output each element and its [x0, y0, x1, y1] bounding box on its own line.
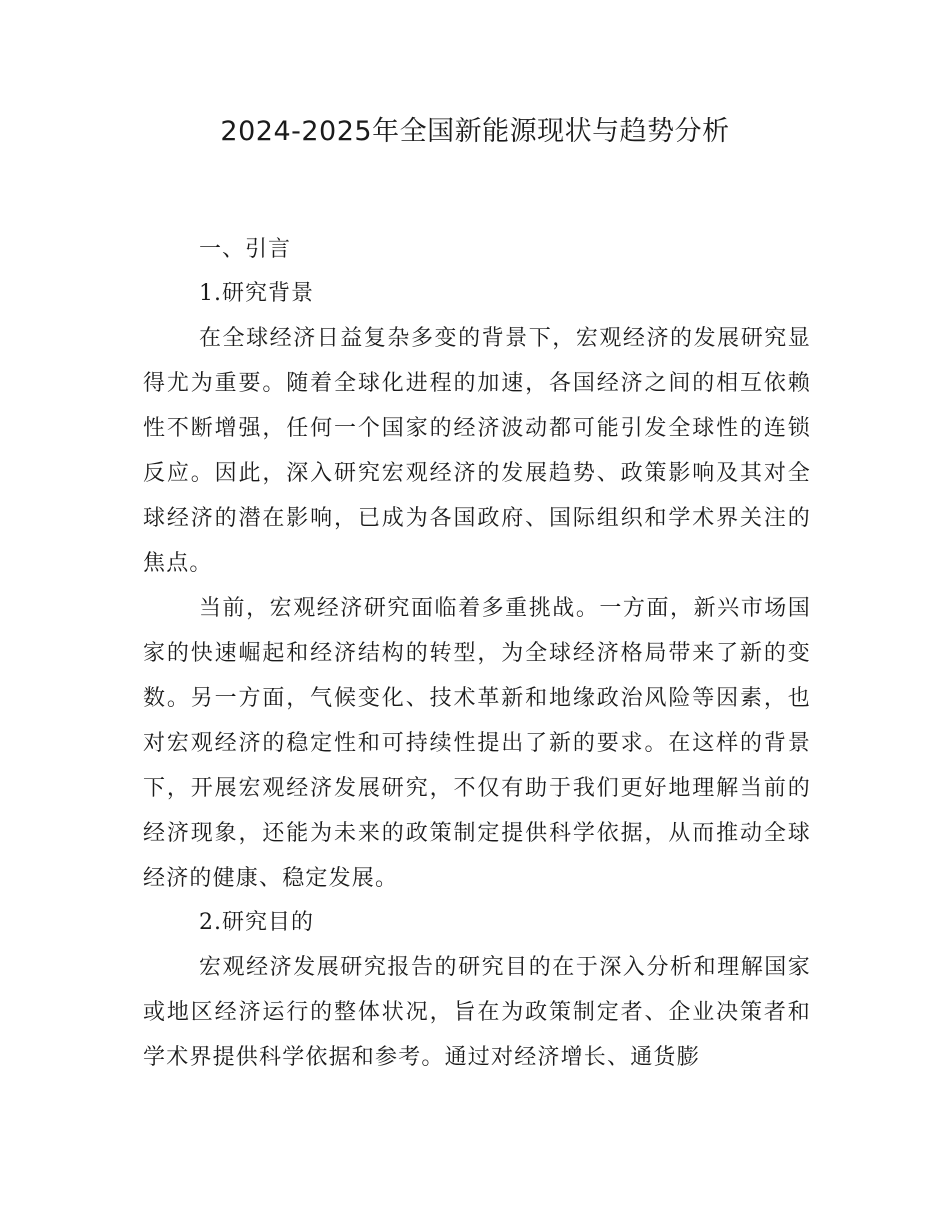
- paragraph-background-1: 在全球经济日益复杂多变的背景下，宏观经济的发展研究显得尤为重要。随着全球化进程的加速，各国经济之间的相互依赖性不断增强，任何一个国家的经济波动都可能引发全球性的连锁反应。因此，深入研究宏观经济的发展趋势、政策影响及其对全球经济的潜在影响，已成为各国政府、国际组织和学术界关注的焦点。: [143, 326, 811, 576]
- paragraph-purpose-1: 宏观经济发展研究报告的研究目的在于深入分析和理解国家或地区经济运行的整体状况，旨在为政策制定者、企业决策者和学术界提供科学依据和参考。通过对经济增长、通货膨: [143, 955, 811, 1070]
- subsection-heading-research-background: 1.研究背景: [199, 281, 314, 306]
- document-title: 2024-2025年全国新能源现状与趋势分析: [220, 116, 730, 147]
- paragraph-background-2: 当前，宏观经济研究面临着多重挑战。一方面，新兴市场国家的快速崛起和经济结构的转型，为全球经济格局带来了新的变数。另一方面，气候变化、技术革新和地缘政治风险等因素，也对宏观经济的稳定性和可持续性提出了新的要求。在这样的背景下，开展宏观经济发展研究，不仅有助于我们更好地理解当前的经济现象，还能为未来的政策制定提供科学依据，从而推动全球经济的健康、稳定发展。: [143, 596, 811, 891]
- subsection-heading-research-purpose: 2.研究目的: [199, 910, 314, 935]
- document-body: [143, 228, 811, 1080]
- section-heading-introduction: 一、引言: [199, 237, 292, 262]
